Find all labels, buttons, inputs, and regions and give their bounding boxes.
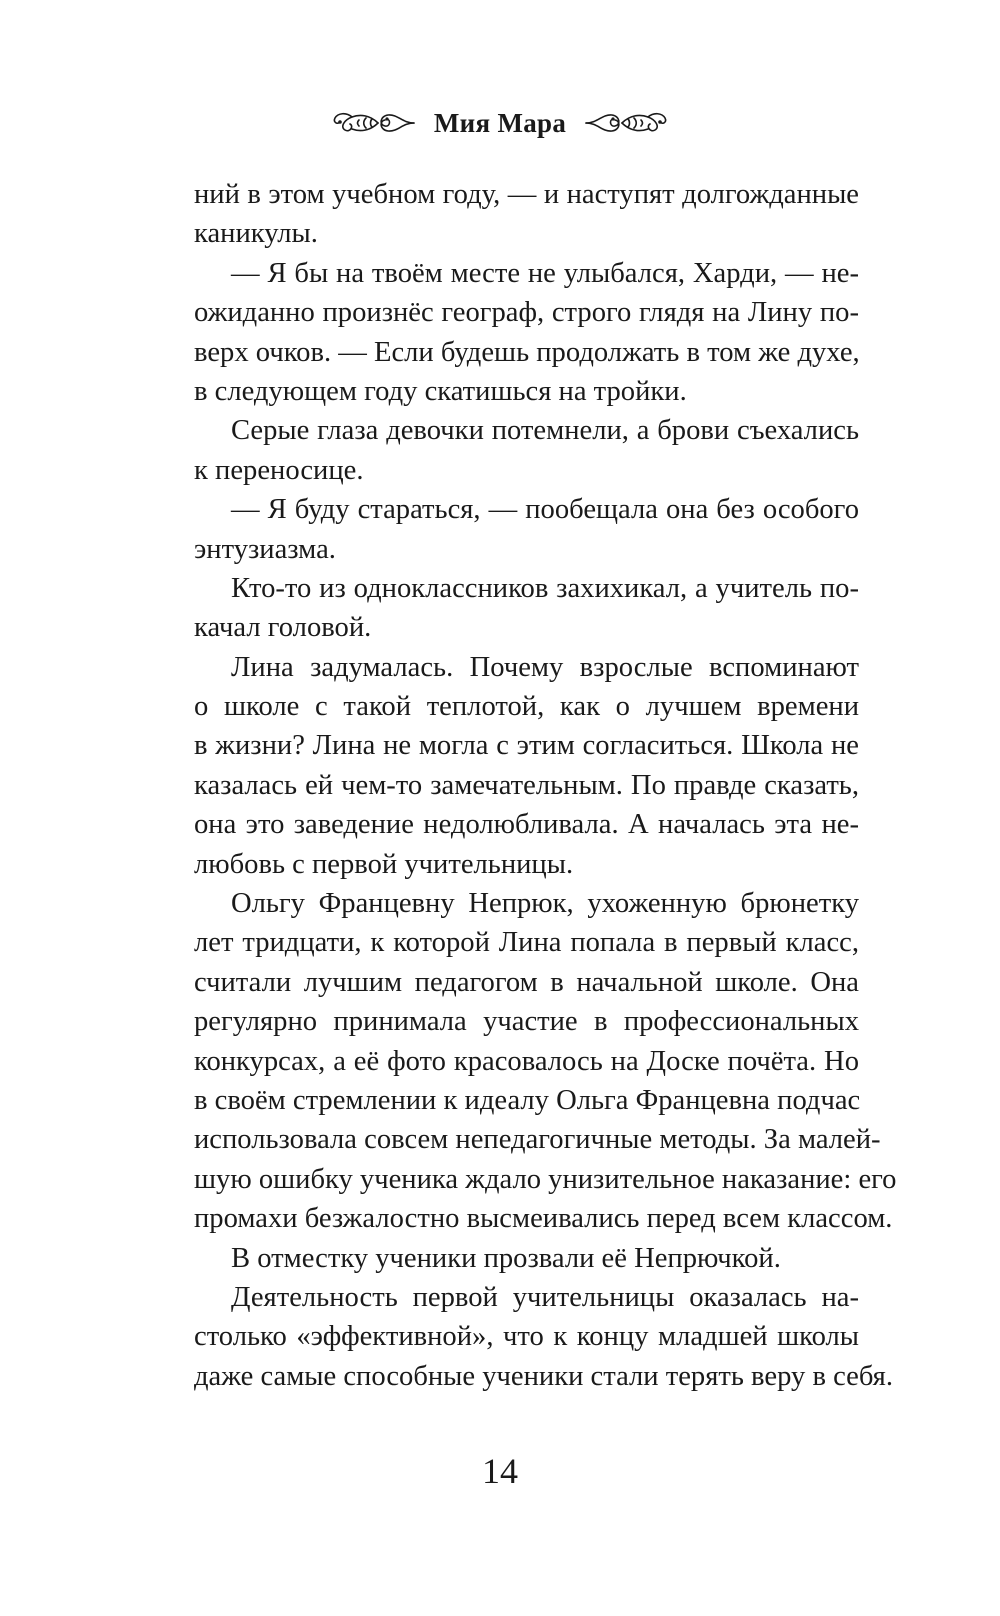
text-line: — Я буду стараться, — пообещала она без особого <box>231 494 859 526</box>
text-line: регулярно принимала участие в профессиональных <box>194 1006 859 1038</box>
text-line: в следующем году скатишься на тройки. <box>194 375 687 407</box>
page-number: 14 <box>482 1451 518 1491</box>
text-line: Лина задумалась. Почему взрослые вспоминают <box>231 651 859 683</box>
text-line: В отместку ученики прозвали её Непрючкой. <box>231 1242 781 1274</box>
running-head-title: Мия Мара <box>433 107 567 138</box>
text-line: казалась ей чем-то замечательным. По правде сказать, <box>194 769 859 801</box>
text-line: Деятельность первой учительницы оказалась на- <box>231 1281 859 1313</box>
text-line: конкурсах, а её фото красовалось на Доске почёта. Но <box>194 1045 859 1077</box>
text-line: ний в этом учебном году, — и наступят долгожданные <box>194 179 859 210</box>
text-line: в своём стремлении к идеалу Ольга Францевна подчас <box>194 1084 861 1116</box>
text-line: качал головой. <box>194 612 372 644</box>
text-line: лет тридцати, к которой Лина попала в первый класс, <box>194 927 859 959</box>
text-line: считали лучшим педагогом в начальной школе. Она <box>194 966 859 998</box>
text-line: Ольгу Францевну Непрюк, ухоженную брюнетку <box>231 888 859 920</box>
left-flourish-ornament <box>332 106 416 140</box>
text-line: ожиданно произнёс географ, строго глядя на Лину по- <box>194 297 859 329</box>
text-line: к переносице. <box>194 454 364 486</box>
text-line: в жизни? Лина не могла с этим согласиться. Школа не <box>194 730 859 762</box>
text-line: шую ошибку ученика ждало унизительное наказание: его <box>194 1163 897 1195</box>
text-line: Серые глаза девочки потемнели, а брови съехались <box>231 415 859 447</box>
text-line: использовала совсем непедагогичные методы. За малей- <box>194 1124 881 1156</box>
text-line: промахи безжалостно высмеивались перед всем классом. <box>194 1203 893 1235</box>
text-line: верх очков. — Если будешь продолжать в том же духе, <box>194 336 860 368</box>
text-line: столько «эффективной», что к концу младшей школы <box>194 1321 859 1353</box>
text-line: энтузиазма. <box>194 533 336 565</box>
text-line: она это заведение недолюбливала. А началась эта не- <box>194 809 859 841</box>
body-text <box>194 175 897 1396</box>
right-flourish-ornament <box>584 106 668 140</box>
text-line: даже самые способные ученики стали терять веру в себя. <box>194 1360 893 1392</box>
text-line: о школе с такой теплотой, как о лучшем времени <box>194 691 859 723</box>
text-line: — Я бы на твоём месте не улыбался, Харди, — не- <box>231 257 859 289</box>
running-header <box>0 98 1000 148</box>
text-line: любовь с первой учительницы. <box>194 848 574 880</box>
text-line: Кто-то из одноклассников захихикал, а учитель по- <box>231 572 859 604</box>
text-line: каникулы. <box>194 218 318 250</box>
